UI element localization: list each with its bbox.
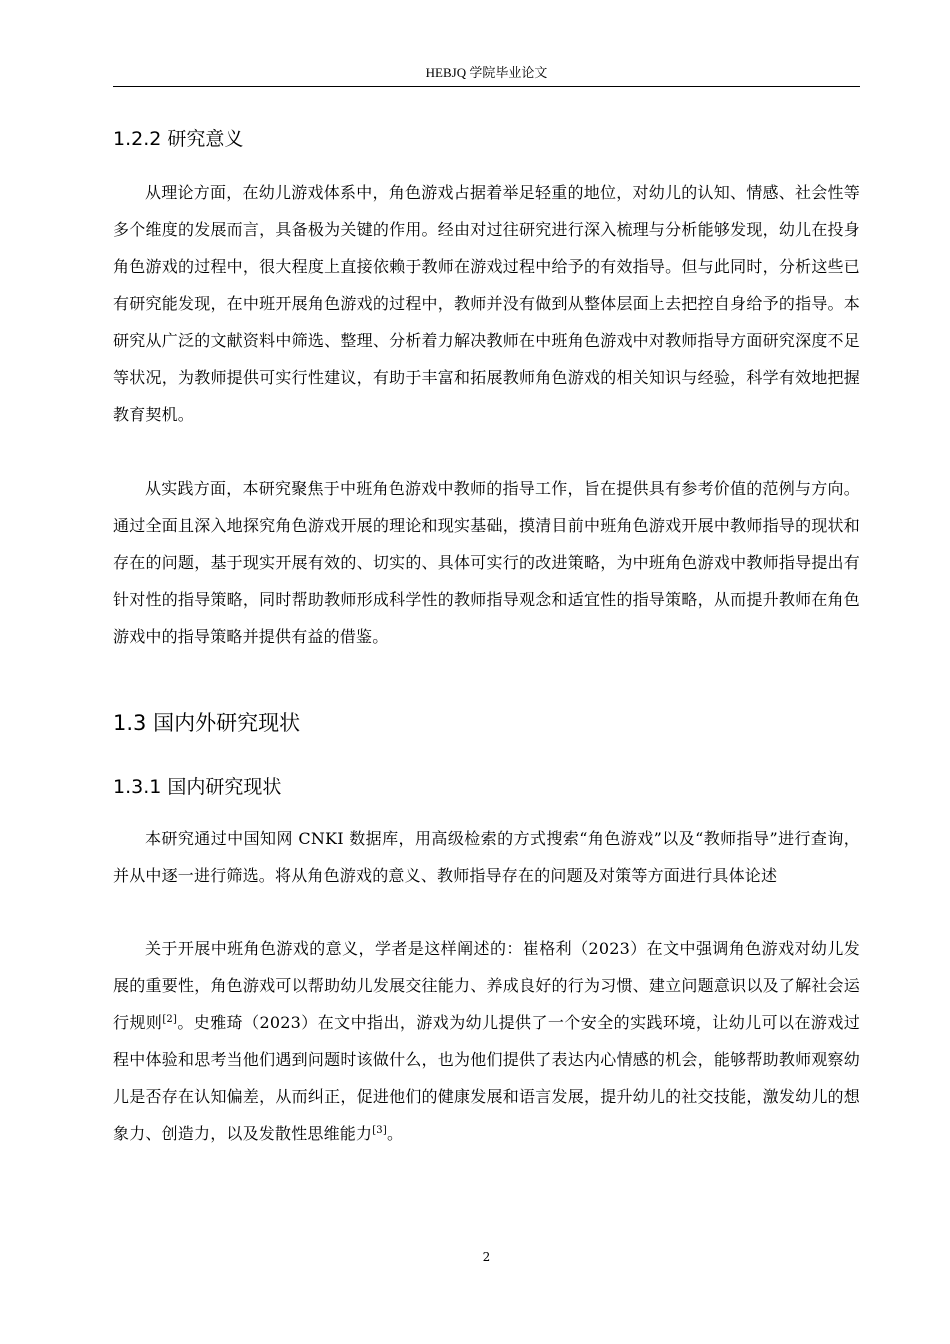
paragraph-practice: 从实践方面，本研究聚焦于中班角色游戏中教师的指导工作，旨在提供具有参考价值的范例与方向。通过全面且深入地探究角色游戏开展的理论和现实基础，摸清目前中班角色游戏开展中教师指导的现状和存在的问题，基于现实开展有效的、切实的、具体可实行的改进策略，为中班角色游戏中教师指导提出有针对性的指导策略，同时帮助教师形成科学性的教师指导观念和适宜性的指导策略，从而提升教师在角色游戏中的指导策略并提供有益的借鉴。	[113, 479, 860, 646]
paragraph-method: 本研究通过中国知网 CNKI 数据库，用高级检索的方式搜索“角色游戏”以及“教师指导”进行查询，并从中逐一进行筛选。将从角色游戏的意义、教师指导存在的问题及对策等方面进行具体论述	[113, 829, 860, 885]
section-heading-1-2-2: 1.2.2 研究意义	[113, 128, 244, 150]
citation-ref: [3]	[372, 1125, 387, 1136]
paragraph-significance	[113, 930, 860, 1152]
section-heading-1-3-1: 1.3.1 国内研究现状	[113, 776, 282, 798]
header-divider	[113, 86, 860, 87]
section-heading-1-3: 1.3 国内外研究现状	[113, 711, 301, 735]
paragraph-text: 。史雅琦（2023）在文中指出，游戏为幼儿提供了一个安全的实践环境，让幼儿可以在游戏过程中体验和思考当他们遇到问题时该做什么，也为他们提供了表达内心情感的机会，能够帮助教师观察幼儿是否存在认知偏差，从而纠正，促进他们的健康发展和语言发展，提升幼儿的社交技能，激发幼儿的想象力、创造力，以及发散性思维能力	[113, 1013, 860, 1143]
paragraph-theory: 从理论方面，在幼儿游戏体系中，角色游戏占据着举足轻重的地位，对幼儿的认知、情感、社会性等多个维度的发展而言，具备极为关键的作用。经由对过往研究进行深入梳理与分析能够发现，幼儿在投身角色游戏的过程中，很大程度上直接依赖于教师在游戏过程中给予的有效指导。但与此同时，分析这些已有研究能发现，在中班开展角色游戏的过程中，教师并没有做到从整体层面上去把控自身给予的指导。本研究从广泛的文献资料中筛选、整理、分析着力解决教师在中班角色游戏中对教师指导方面研究深度不足等状况，为教师提供可实行性建议，有助于丰富和拓展教师角色游戏的相关知识与经验，科学有效地把握教育契机。	[113, 183, 860, 424]
page-number: 2	[482, 1250, 491, 1264]
citation-ref: [2]	[162, 1014, 178, 1025]
paragraph-text: 关于开展中班角色游戏的意义，学者是这样阐述的：崔格利（2023）在文中强调角色游戏对幼儿发展的重要性，角色游戏可以帮助幼儿发展交往能力、养成良好的行为习惯、建立问题意识以及了解社会运行规则	[113, 939, 860, 1032]
paragraph-text: 。	[386, 1124, 404, 1143]
page-header-title: HEBJQ 学院毕业论文	[425, 65, 548, 80]
